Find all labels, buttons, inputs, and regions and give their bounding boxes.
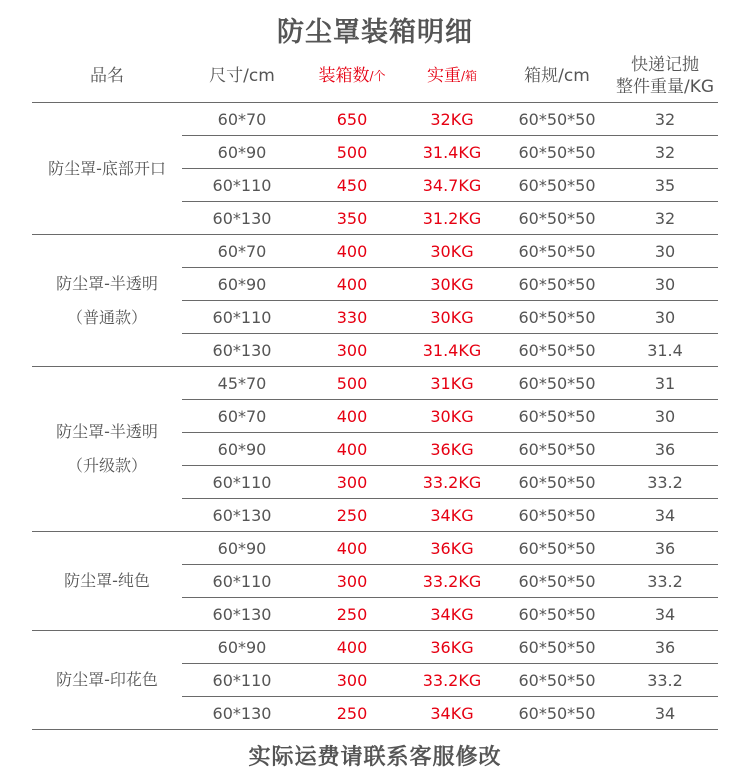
cell-express: 36: [654, 439, 676, 459]
cell-express: 34: [654, 505, 676, 525]
cell-express: 36: [654, 538, 676, 558]
header-qty: [302, 50, 402, 102]
cell-qty: 400: [336, 274, 368, 294]
cell-qty: 400: [336, 538, 368, 558]
cell-express: 33.2: [647, 670, 683, 690]
cell-size: 60*110: [212, 472, 272, 492]
cell-express: 34: [654, 604, 676, 624]
table-row: [182, 136, 718, 169]
product-group: [32, 235, 718, 367]
cell-box: 60*50*50: [518, 175, 596, 195]
cell-express: 31: [654, 373, 676, 393]
cell-weight: 34KG: [430, 505, 474, 525]
cell-qty: 300: [336, 340, 368, 360]
cell-size: 60*110: [212, 307, 272, 327]
cell-box: 60*50*50: [518, 208, 596, 228]
cell-weight: 33.2KG: [422, 472, 482, 492]
table-row: [182, 235, 718, 268]
cell-qty: 250: [336, 703, 368, 723]
cell-box: 60*50*50: [518, 241, 596, 261]
cell-size: 60*130: [212, 703, 272, 723]
group-rows: [182, 103, 718, 234]
header-size-unit: /cm: [243, 66, 275, 86]
cell-qty: 250: [336, 604, 368, 624]
cell-express: 32: [654, 208, 676, 228]
table-row: [182, 202, 718, 234]
header-qty-unit: /个: [369, 69, 386, 83]
cell-qty: 650: [336, 109, 368, 129]
cell-weight: 31.4KG: [422, 142, 482, 162]
table-row: [182, 169, 718, 202]
product-name-line: 防尘罩-半透明: [56, 273, 158, 293]
cell-qty: 500: [336, 373, 368, 393]
table-row: [182, 664, 718, 697]
cell-size: 60*90: [217, 637, 267, 657]
product-name: [32, 103, 182, 234]
cell-size: 60*70: [217, 109, 267, 129]
cell-qty: 350: [336, 208, 368, 228]
cell-weight: 31.4KG: [422, 340, 482, 360]
cell-qty: 250: [336, 505, 368, 525]
cell-express: 30: [654, 307, 676, 327]
table-row: [182, 598, 718, 630]
header-size-label: 尺寸: [209, 66, 244, 86]
cell-express: 33.2: [647, 571, 683, 591]
cell-weight: 30KG: [430, 274, 474, 294]
cell-weight: 36KG: [430, 538, 474, 558]
table-body: [32, 103, 718, 730]
table-row: [182, 532, 718, 565]
cell-express: 32: [654, 142, 676, 162]
cell-size: 60*90: [217, 274, 267, 294]
cell-box: 60*50*50: [518, 670, 596, 690]
product-name-line: 防尘罩-半透明: [56, 422, 158, 441]
cell-box: 60*50*50: [518, 604, 596, 624]
cell-box: 60*50*50: [518, 274, 596, 294]
table-row: [182, 367, 718, 400]
product-name: [32, 367, 182, 531]
header-name: [32, 50, 182, 102]
table-row: [182, 565, 718, 598]
header-weight-unit: /箱: [460, 69, 478, 83]
cell-box: 60*50*50: [518, 307, 596, 327]
cell-weight: 34KG: [430, 604, 474, 624]
cell-qty: 400: [336, 439, 368, 459]
cell-qty: 300: [336, 571, 368, 591]
product-name-line: （升级款）: [66, 456, 147, 475]
table-row: [182, 334, 718, 366]
cell-weight: 34.7KG: [422, 175, 482, 195]
cell-express: 34: [654, 703, 676, 723]
page-title: 防尘罩装箱明细: [277, 17, 473, 48]
cell-size: 60*90: [217, 538, 267, 558]
cell-express: 31.4: [647, 340, 683, 360]
footer-note: 实际运费请联系客服修改: [248, 745, 502, 770]
product-name-line: 防尘罩-印花色: [56, 670, 158, 689]
cell-weight: 36KG: [430, 439, 474, 459]
cell-box: 60*50*50: [518, 142, 596, 162]
product-group: [32, 103, 718, 235]
product-group: [32, 367, 718, 532]
cell-size: 60*130: [212, 340, 272, 360]
cell-qty: 300: [336, 472, 368, 492]
cell-qty: 400: [336, 241, 368, 261]
header-name-label: 品名: [90, 66, 124, 86]
cell-size: 60*110: [212, 571, 272, 591]
header-box: [502, 50, 612, 102]
header-weight: [402, 50, 502, 102]
table-row: [182, 466, 718, 499]
cell-size: 60*130: [212, 604, 272, 624]
table-row: [182, 697, 718, 729]
cell-box: 60*50*50: [518, 109, 596, 129]
header-weight-label: 实重: [426, 66, 461, 86]
cell-weight: 32KG: [430, 109, 474, 129]
cell-box: 60*50*50: [518, 571, 596, 591]
cell-box: 60*50*50: [518, 439, 596, 459]
cell-size: 60*70: [217, 241, 267, 261]
group-rows: [182, 367, 718, 531]
cell-size: 60*130: [212, 208, 272, 228]
header-size: [182, 50, 302, 102]
cell-box: 60*50*50: [518, 505, 596, 525]
group-rows: [182, 532, 718, 630]
cell-size: 60*90: [217, 142, 267, 162]
header-express-line1: 快递记抛: [631, 55, 699, 75]
table-row: [182, 103, 718, 136]
product-name-line: （普通款）: [66, 307, 147, 327]
cell-express: 30: [654, 274, 676, 294]
cell-express: 33.2: [647, 472, 683, 492]
cell-weight: 36KG: [430, 637, 474, 657]
table-row: [182, 400, 718, 433]
table-row: [182, 631, 718, 664]
cell-box: 60*50*50: [518, 340, 596, 360]
product-name-line: 防尘罩-底部开口: [48, 158, 166, 178]
product-group: [32, 532, 718, 631]
cell-express: 36: [654, 637, 676, 657]
product-group: [32, 631, 718, 730]
cell-size: 60*90: [217, 439, 267, 459]
header-express-line2: 整件重量/KG: [615, 77, 715, 97]
cell-box: 60*50*50: [518, 406, 596, 426]
cell-express: 35: [654, 175, 676, 195]
cell-qty: 500: [336, 142, 368, 162]
cell-qty: 330: [336, 307, 368, 327]
table-row: [182, 433, 718, 466]
cell-size: 60*130: [212, 505, 272, 525]
cell-qty: 300: [336, 670, 368, 690]
cell-express: 30: [654, 406, 676, 426]
group-rows: [182, 631, 718, 729]
cell-size: 45*70: [217, 373, 267, 393]
product-name: [32, 631, 182, 729]
cell-box: 60*50*50: [518, 472, 596, 492]
group-rows: [182, 235, 718, 366]
header-express: [612, 50, 718, 102]
cell-box: 60*50*50: [518, 637, 596, 657]
cell-weight: 31KG: [430, 373, 474, 393]
cell-weight: 33.2KG: [422, 571, 482, 591]
cell-qty: 450: [336, 175, 368, 195]
product-name-line: 防尘罩-纯色: [64, 571, 150, 590]
cell-qty: 400: [336, 406, 368, 426]
cell-qty: 400: [336, 637, 368, 657]
table-row: [182, 268, 718, 301]
cell-size: 60*70: [217, 406, 267, 426]
cell-box: 60*50*50: [518, 703, 596, 723]
table-row: [182, 499, 718, 531]
cell-box: 60*50*50: [518, 538, 596, 558]
cell-weight: 30KG: [430, 241, 474, 261]
cell-express: 30: [654, 241, 676, 261]
cell-size: 60*110: [212, 175, 272, 195]
cell-box: 60*50*50: [518, 373, 596, 393]
header-box-unit: /cm: [558, 66, 590, 86]
table-header: [32, 50, 718, 103]
cell-weight: 30KG: [430, 307, 474, 327]
product-name: [32, 532, 182, 630]
table-row: [182, 301, 718, 334]
cell-weight: 33.2KG: [422, 670, 482, 690]
cell-weight: 30KG: [430, 406, 474, 426]
header-box-label: 箱规: [524, 66, 559, 86]
cell-weight: 31.2KG: [422, 208, 482, 228]
product-name: [32, 235, 182, 366]
cell-size: 60*110: [212, 670, 272, 690]
cell-weight: 34KG: [430, 703, 474, 723]
header-qty-label: 装箱数: [318, 66, 370, 86]
cell-express: 32: [654, 109, 676, 129]
